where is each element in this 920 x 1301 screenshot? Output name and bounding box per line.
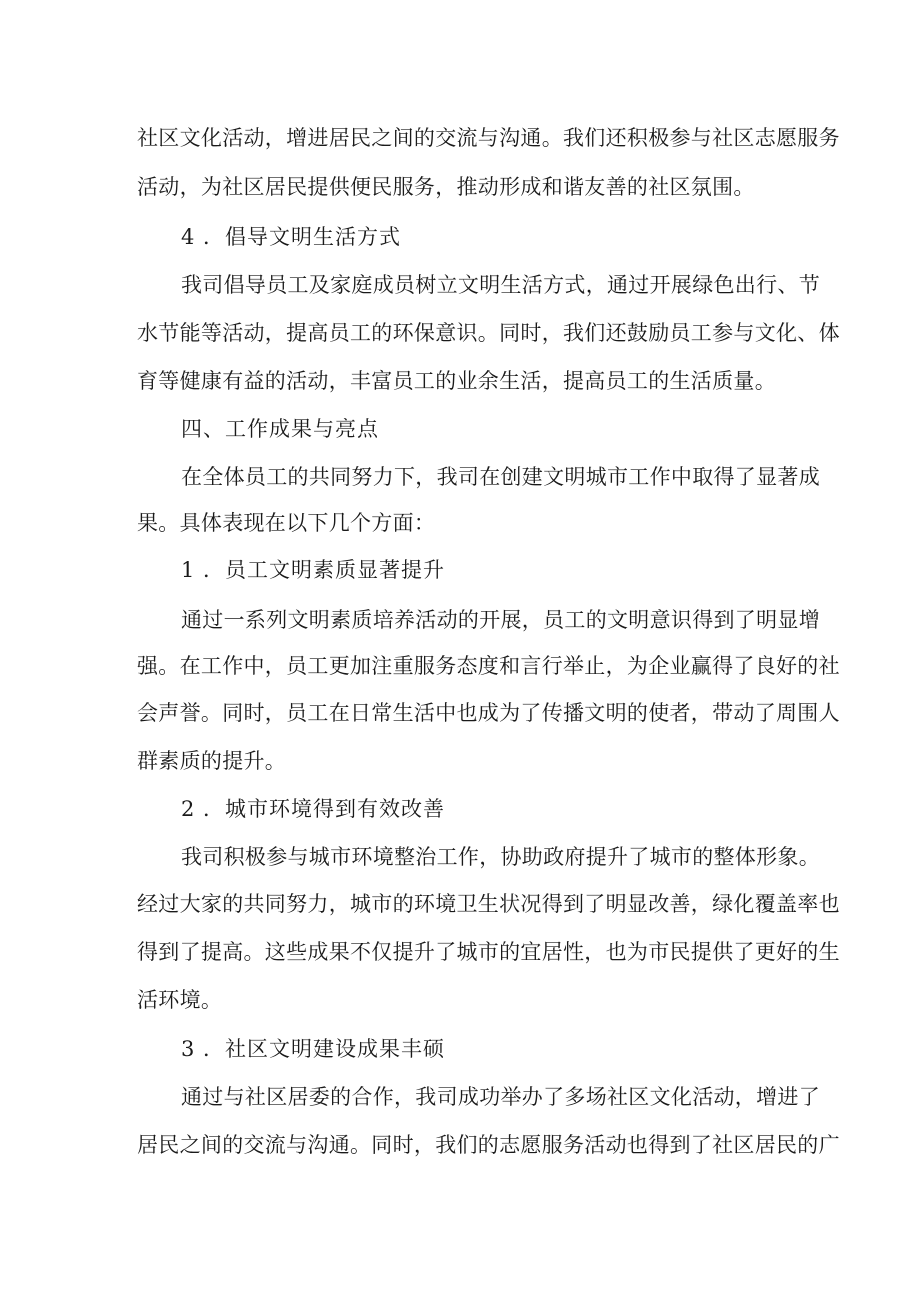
paragraph-line: 活环境。 (137, 988, 223, 1012)
paragraph-line: 通过一系列文明素质培养活动的开展，员工的文明意识得到了明显增 (181, 608, 820, 632)
paragraph-line: 得到了提高。这些成果不仅提升了城市的宜居性，也为市民提供了更好的生 (137, 940, 840, 964)
section-heading: 1 ．员工文明素质显著提升 (181, 558, 446, 582)
section-heading: 3 ．社区文明建设成果丰硕 (181, 1037, 446, 1061)
paragraph-line: 群素质的提升。 (137, 749, 287, 773)
paragraph-line: 活动，为社区居民提供便民服务，推动形成和谐友善的社区氛围。 (137, 175, 755, 199)
paragraph-line: 经过大家的共同努力，城市的环境卫生状况得到了明显改善，绿化覆盖率也 (137, 892, 840, 916)
paragraph-line: 我司积极参与城市环境整治工作，协助政府提升了城市的整体形象。 (181, 845, 820, 869)
paragraph-line: 通过与社区居委的合作，我司成功举办了多场社区文化活动，增进了 (181, 1085, 820, 1109)
paragraph-line: 在全体员工的共同努力下，我司在创建文明城市工作中取得了显著成 (181, 465, 820, 489)
section-heading: 4 ．倡导文明生活方式 (181, 225, 402, 249)
paragraph-line: 我司倡导员工及家庭成员树立文明生活方式，通过开展绿色出行、节 (181, 273, 820, 297)
paragraph-line: 育等健康有益的活动，丰富员工的业余生活，提高员工的生活质量。 (137, 369, 776, 393)
paragraph-line: 强。在工作中，员工更加注重服务态度和言行举止，为企业赢得了良好的社 (137, 654, 840, 678)
paragraph-line: 水节能等活动，提高员工的环保意识。同时，我们还鼓励员工参与文化、体 (137, 321, 840, 345)
paragraph-line: 社区文化活动，增进居民之间的交流与沟通。我们还积极参与社区志愿服务 (137, 126, 840, 150)
paragraph-line: 会声誉。同时，员工在日常生活中也成为了传播文明的使者，带动了周围人 (137, 701, 840, 725)
section-heading: 2 ．城市环境得到有效改善 (181, 797, 446, 821)
paragraph-line: 果。具体表现在以下几个方面： (137, 511, 436, 535)
paragraph-line: 居民之间的交流与沟通。同时，我们的志愿服务活动也得到了社区居民的广 (137, 1133, 840, 1157)
section-heading: 四、工作成果与亮点 (181, 417, 379, 441)
